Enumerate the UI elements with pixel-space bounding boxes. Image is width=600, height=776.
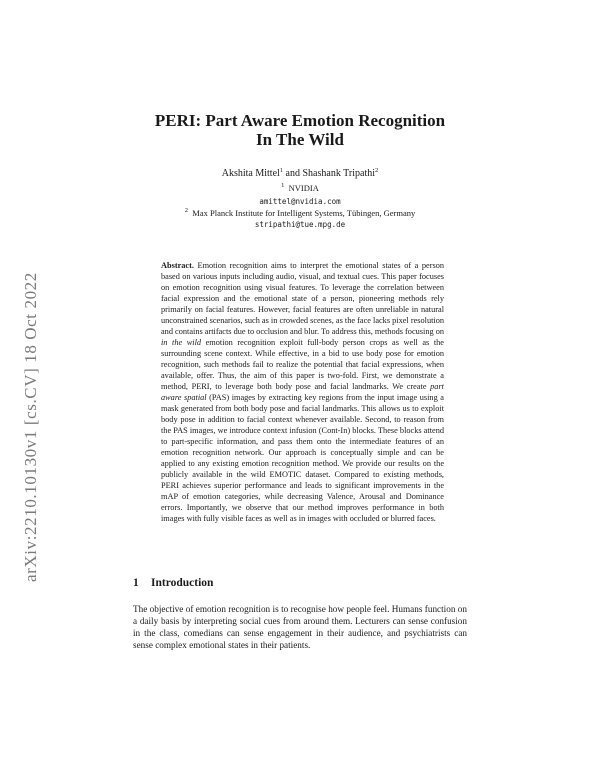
introduction-paragraph: The objective of emotion recognition is to recognise how people feel. Humans function on a daily basis by interpreting social cues from around them. Lecturers can sense confusion in the class, comedians can sense engagement in their audience, and psychiatrists can sense complex emotional states in their patients.	[133, 604, 467, 650]
section-title: Introduction	[151, 577, 214, 589]
author-affiliation-mark: 1	[279, 167, 284, 174]
section-number: 1	[133, 577, 139, 589]
title-line-2: In The Wild	[256, 130, 344, 149]
affiliation-name: Max Planck Institute for Intelligent Systems, Tübingen, Germany	[192, 208, 416, 218]
paper-title	[0, 111, 600, 149]
affiliation-mark: 1	[281, 182, 285, 189]
abstract-emphasis: in the wild	[161, 338, 202, 347]
section-heading	[133, 577, 213, 589]
abstract-text: Emotion recognition aims to interpret the emotional states of a person based on various inputs including audio, visual, and textual cues. This paper focuses on emotion recognition using visual features. To leverage the correlation between facial expression and the emotional state of a person, pioneering methods rely primarily on facial features. However, facial features are often unreliable in natural unconstrained scenarios, such as in crowded scenes, as the face lacks pixel resolution and contains artifacts due to occlusion and blur. To address this, methods focusing on	[161, 261, 444, 336]
author-name: Akshita Mittel	[221, 168, 280, 179]
abstract-text: emotion recognition exploit full-body person crops as well as the surrounding scene context. While effective, in a bid to use body pose for emotion recognition, such methods fail to realize the potential that facial expressions, when available, offer. Thus, the aim of this paper is two-fold. First, we demonstrate a method, PERI, to leverage both body pose and facial landmarks. We create	[161, 338, 444, 391]
author-conjunction: and	[283, 168, 303, 179]
affiliation-name: NVIDIA	[288, 183, 319, 193]
abstract-emphasis: part aware spatial	[161, 382, 444, 402]
abstract-text: (PAS) images by extracting key regions from the input image using a mask generated from both body pose and facial landmarks. This allows us to exploit body pose in addition to facial context whenever available. Second, to reason from the PAS images, we introduce context infusion (Cont-In) blocks. These blocks attend to part-specific information, and pass them onto the intermediate features of an emotion recognition network. Our approach is conceptually simple and can be applied to any existing emotion recognition method. We provide our results on the publicly available in the wild EMOTIC dataset. Compared to existing methods, PERI achieves superior performance and leads to significant improvements in the mAP of emotion categories, while decreasing Valence, Arousal and Dominance errors. Importantly, we observe that our method improves performance in both images with fully visible faces as well as in images with occluded or blurred faces.	[161, 393, 444, 523]
author-affiliation-mark: 2	[375, 167, 379, 174]
abstract-label: Abstract.	[161, 261, 194, 270]
abstract	[161, 260, 444, 524]
affiliation-1-email[interactable]: amittel@nvidia.com	[259, 197, 341, 206]
affiliation-1-name	[0, 183, 600, 193]
title-line-1: PERI: Part Aware Emotion Recognition	[154, 111, 446, 130]
author-list	[0, 168, 600, 179]
affiliation-mark: 2	[184, 207, 189, 214]
arxiv-identifier: arXiv:2210.10130v1 [cs.CV] 18 Oct 2022	[21, 272, 40, 582]
affiliation-2-name	[0, 208, 600, 218]
affiliation-2-email[interactable]: stripathi@tue.mpg.de	[254, 220, 346, 229]
author-name: Shashank Tripathi	[302, 168, 376, 179]
